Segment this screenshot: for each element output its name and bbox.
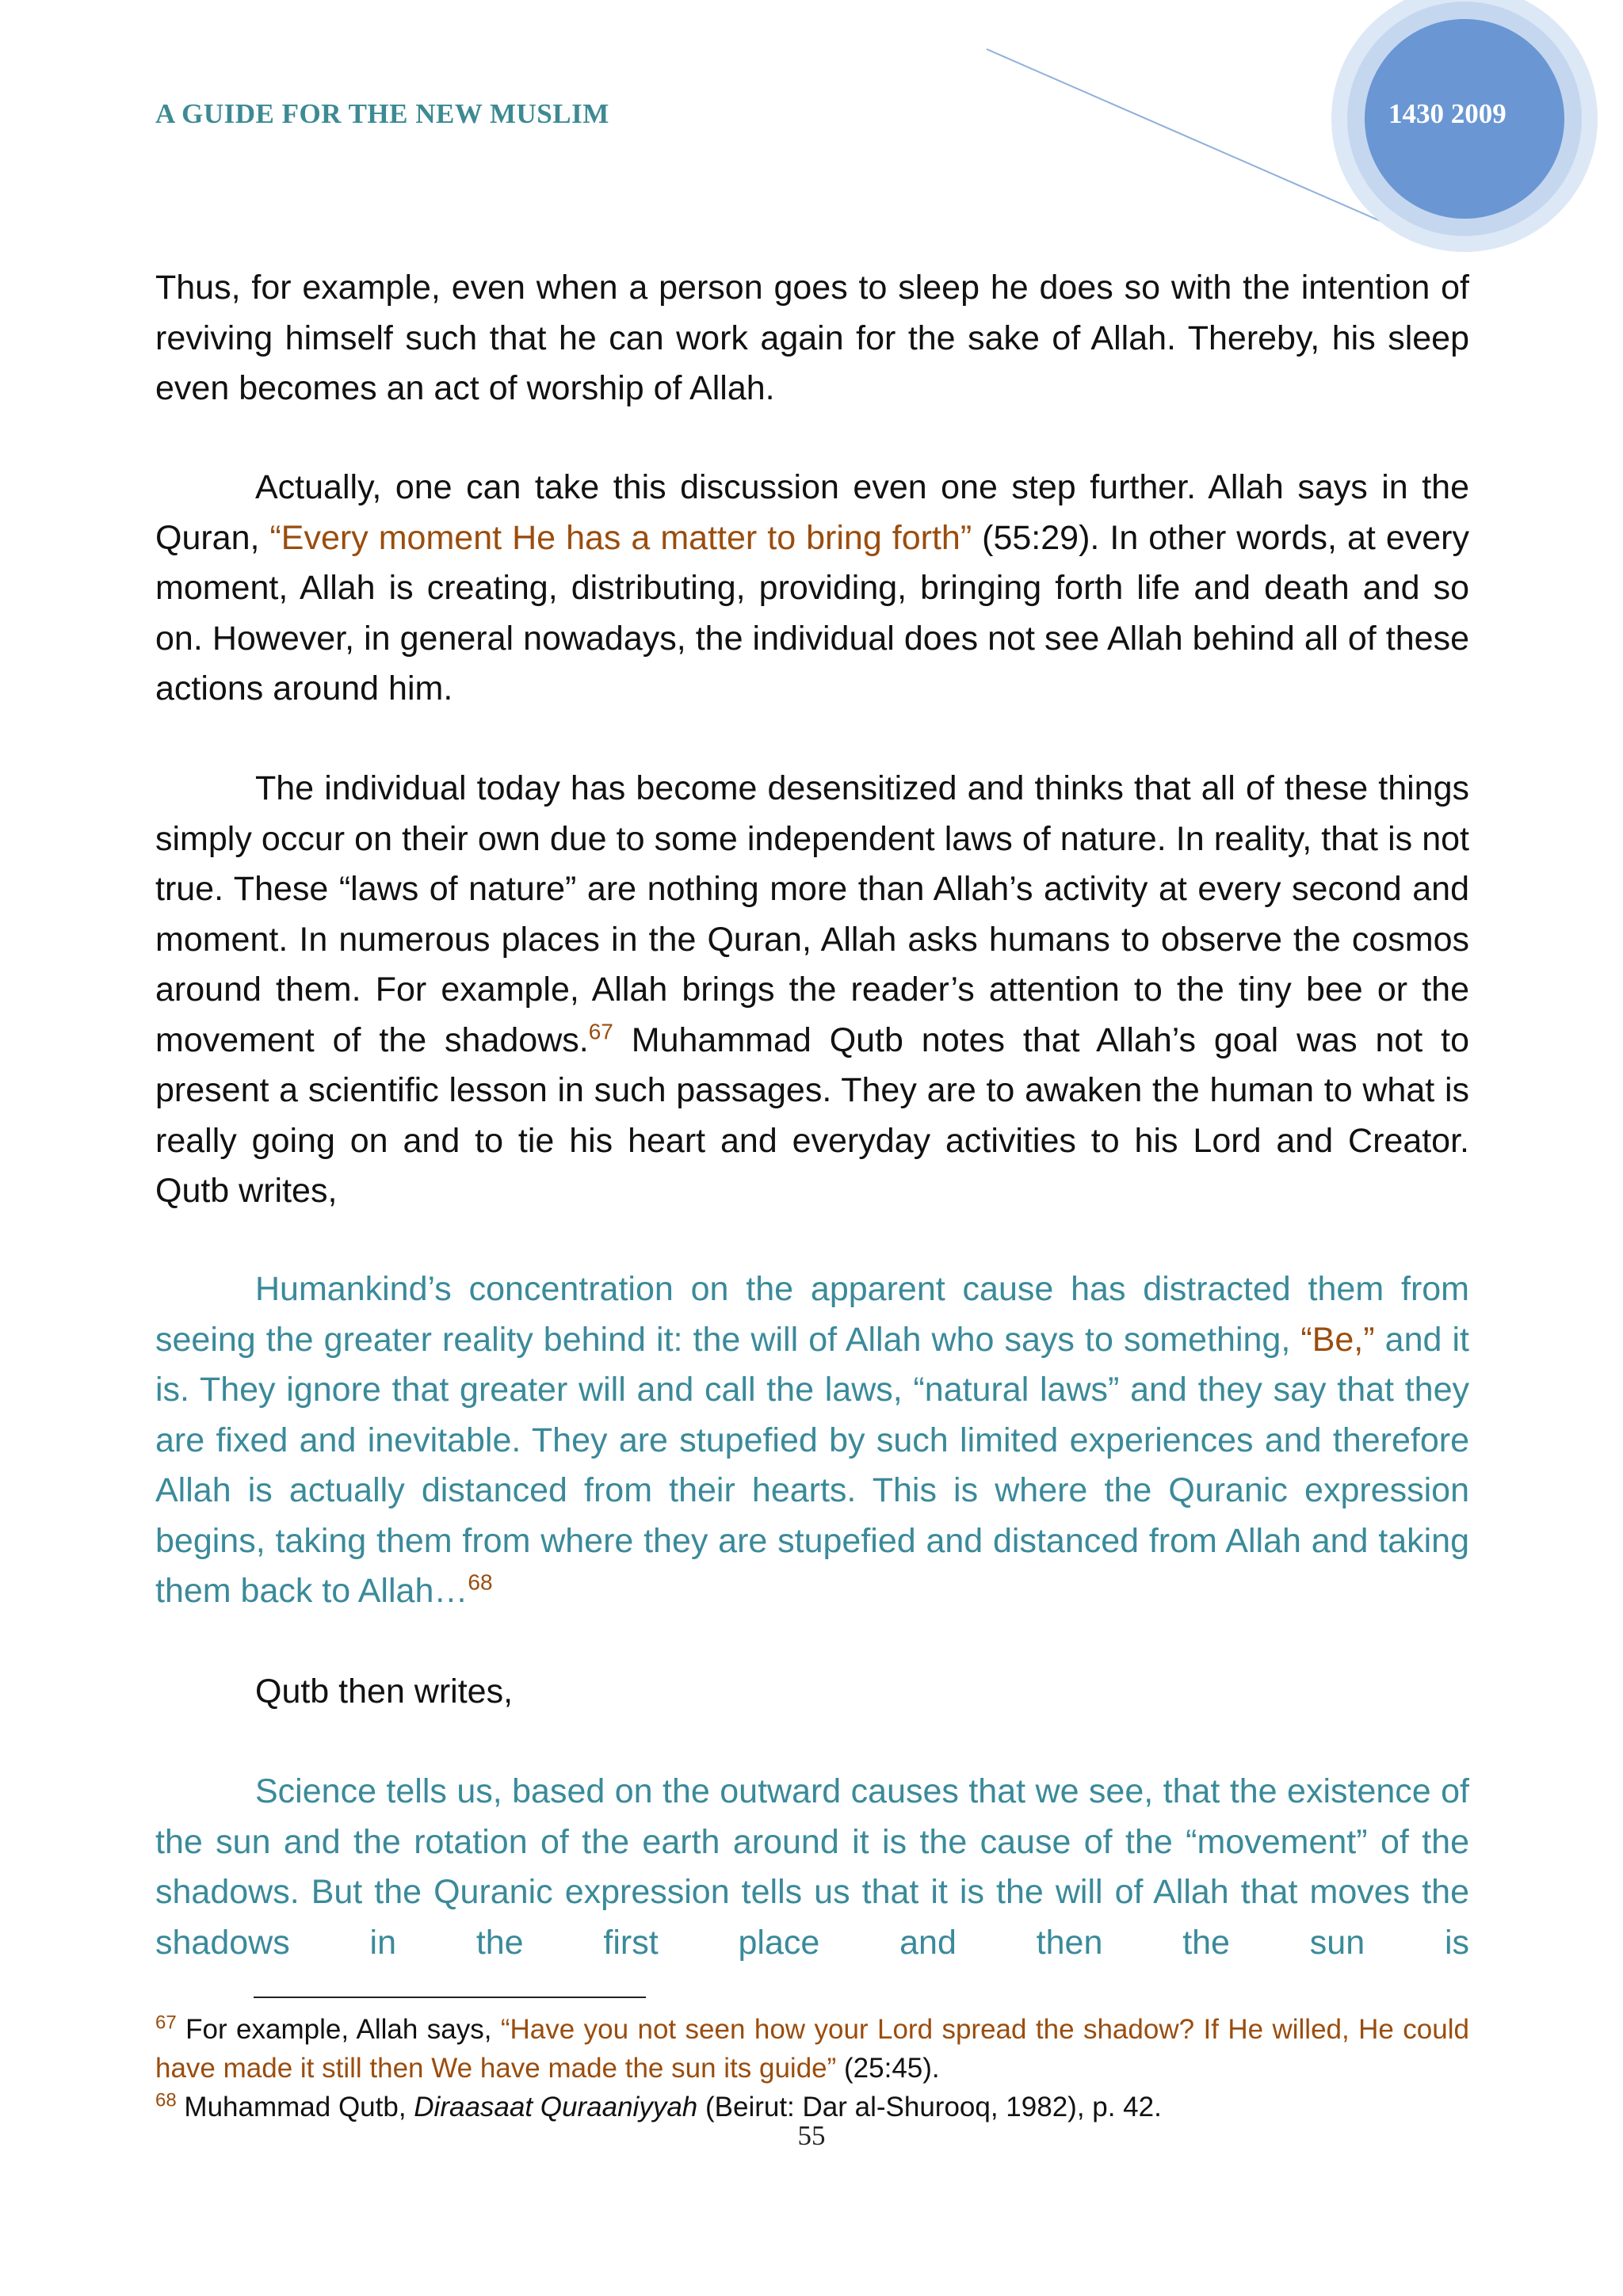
paragraph-text: The individual today has become desensitized and thinks that all of these things simply occur on their own due to some independent laws of nature. In reality, that is not true. These “laws of nature” are nothing more than Allah’s activity at every second and moment. In numerous places in the Quran, Allah asks humans to observe the cosmos around them. For example, Allah brings the reader’s attention to the tiny bee or the movement of the shadows. (155, 769, 1469, 1059)
footnote-text: For example, Allah says, (176, 2014, 501, 2045)
footnote-number: 68 (155, 2089, 177, 2111)
quote-text: Humankind’s concentration on the apparent cause has distracted them from seeing the greater reality behind it: the will of Allah who says to something, (155, 1270, 1469, 1359)
footnote-book-title: Diraasaat Quraaniyyah (414, 2092, 698, 2122)
footnote-ref-67[interactable]: 67 (588, 1019, 613, 1044)
paragraph-text: Actually, one can take this discussion even one step further. Allah says in the Quran, (155, 468, 1469, 557)
paragraph-text: Muhammad Qutb notes that Allah’s goal was not to present a scientific lesson in such passages. They are to awaken the human to what is really going on and to tie his heart and everyday activities to his Lord and Creator. Qutb writes, (155, 1020, 1469, 1210)
footnote-text: (25:45). (836, 2053, 940, 2084)
footnote-67 (155, 2010, 1469, 2088)
quran-quote-inline: “Every moment He has a matter to bring forth” (269, 518, 972, 557)
paragraph-text: Qutb then writes, (255, 1672, 514, 1711)
running-header-title: A GUIDE FOR THE NEW MUSLIM (155, 98, 609, 129)
quote-text: and it is. They ignore that greater will and call the laws, “natural laws” and they say that they are fixed and inevitable. They are stupefied by such limited experiences and therefore Allah is actually distanced from their hearts. This is where the Quranic expression begins, taking them from where they are stupefied and distanced from Allah and taking them back to Allah… (155, 1320, 1469, 1610)
footnote-quran-quote: “Have you not seen how your Lord spread the shadow? If He willed, He could have made it still then We have made the sun its guide” (155, 2014, 1469, 2084)
footnote-text: (Beirut: Dar al-Shurooq, 1982), p. 42. (697, 2092, 1162, 2122)
block-quote-2 (155, 1767, 1469, 1968)
body-paragraph-2 (155, 463, 1469, 715)
page-number: 55 (797, 2120, 826, 2151)
footnote-number: 67 (155, 2012, 177, 2034)
quote-text: Science tells us, based on the outward causes that we see, that the existence of the sun and the rotation of the earth around it is the cause of the “movement” of the shadows. But the Quranic expression tells us that it is the will of Allah that moves the shadows in the first place and then the sun is (155, 1772, 1469, 1962)
footnote-ref-68[interactable]: 68 (468, 1569, 493, 1595)
body-paragraph-1 (155, 263, 1469, 414)
footnote-text: Muhammad Qutb, (176, 2092, 414, 2122)
block-quote-1 (155, 1264, 1469, 1617)
footnote-separator (254, 1997, 646, 1998)
quran-quote-inline: “Be,” (1300, 1320, 1375, 1359)
paragraph-text: (55:29). In other words, at every moment, Allah is creating, distributing, providing, bringing forth life and death and so on. However, in general nowadays, the individual does not see Allah behind all of these actions around him. (155, 518, 1469, 707)
body-paragraph-4 (155, 1667, 1469, 1718)
paragraph-text: Thus, for example, even when a person goes to sleep he does so with the intention of reviving himself such that he can work again for the sake of Allah. Thereby, his sleep even becomes an act of worship of Allah. (155, 269, 1469, 407)
running-header-year: 1430 2009 (1388, 98, 1507, 129)
footnotes (155, 2010, 1469, 2126)
body-paragraph-3 (155, 764, 1469, 1217)
